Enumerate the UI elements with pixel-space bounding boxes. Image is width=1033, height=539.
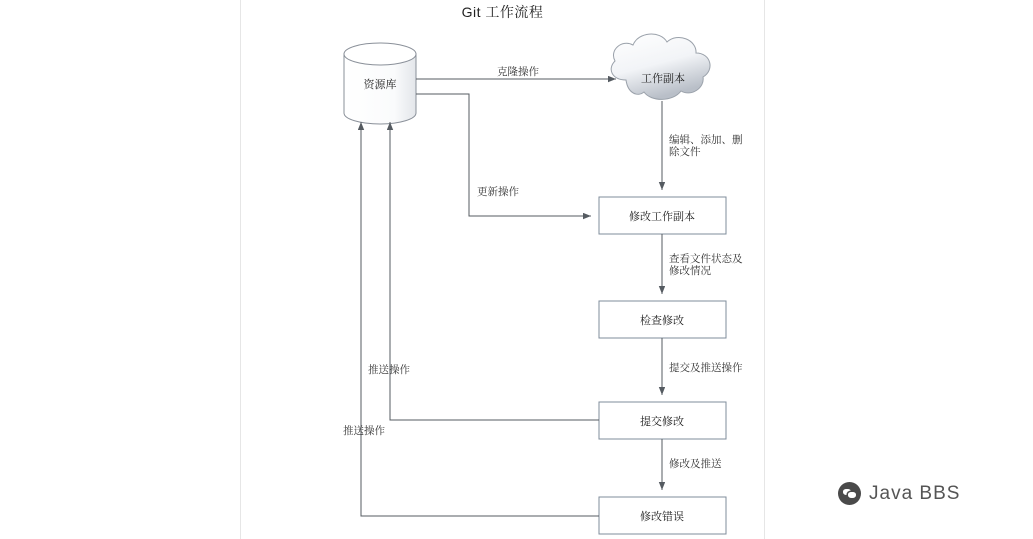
- edge-edit: [662, 101, 743, 190]
- edge-status: [662, 234, 743, 294]
- node-workcopy: [611, 34, 710, 99]
- left-blank-band: [0, 0, 241, 539]
- wechat-icon: [838, 482, 861, 505]
- edge-status-label-line2: 修改情况: [669, 265, 711, 277]
- node-fix: [599, 497, 726, 534]
- watermark: [838, 482, 960, 505]
- node-repo: [344, 43, 416, 124]
- edge-push-fix: [343, 122, 599, 516]
- watermark-label: Java BBS: [869, 482, 961, 504]
- edge-push-commit: [368, 122, 599, 420]
- node-check-label: 检查修改: [640, 315, 684, 327]
- edge-update: [416, 94, 591, 216]
- node-modify: [599, 197, 726, 234]
- edge-clone-label: 克隆操作: [497, 66, 539, 78]
- edge-push-commit-label: 推送操作: [368, 364, 410, 376]
- diagram-area: [241, 0, 764, 539]
- node-commit: [599, 402, 726, 439]
- node-commit-label: 提交修改: [640, 416, 684, 428]
- node-fix-label: 修改错误: [640, 511, 684, 523]
- edge-clone: [416, 65, 616, 79]
- edge-fix-push: [662, 439, 722, 490]
- edge-commit-push-label: 提交及推送操作: [669, 362, 743, 374]
- right-blank-band: [764, 0, 1033, 539]
- node-repo-label: 资源库: [363, 79, 397, 91]
- edge-edit-label-line1: 编辑、添加、删: [669, 134, 743, 146]
- node-workcopy-label: 工作副本: [641, 73, 685, 85]
- edge-fix-push-label: 修改及推送: [669, 458, 722, 470]
- edge-edit-label-line2: 除文件: [669, 146, 701, 158]
- page-title: Git 工作流程: [461, 4, 544, 20]
- edge-push-fix-label: 推送操作: [343, 425, 385, 437]
- node-modify-label: 修改工作副本: [629, 211, 695, 223]
- node-check: [599, 301, 726, 338]
- edge-status-label-line1: 查看文件状态及: [669, 253, 743, 265]
- git-workflow-diagram: [241, 0, 764, 539]
- edge-commit-push: [662, 338, 743, 395]
- edge-update-label: 更新操作: [477, 186, 519, 198]
